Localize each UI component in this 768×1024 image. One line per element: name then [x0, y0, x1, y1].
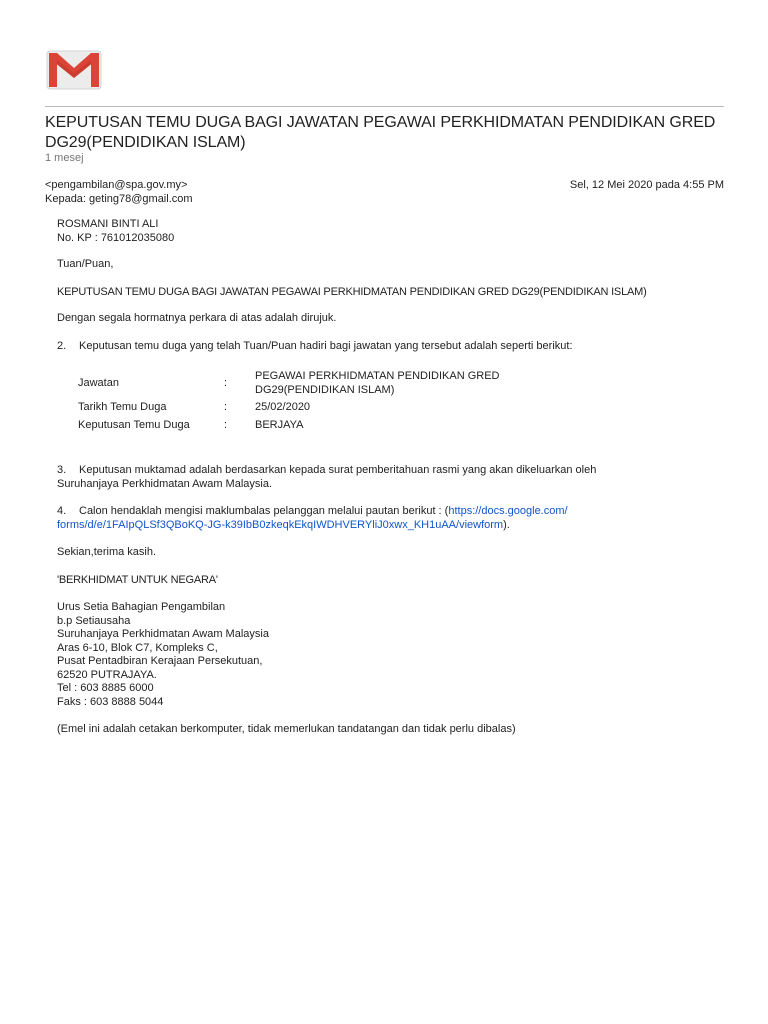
- paragraph-3-line-1: Keputusan muktamad adalah berdasarkan kepada surat pemberitahuan rasmi yang akan dikeluarkan oleh: [79, 464, 597, 476]
- email-date: Sel, 12 Mei 2020 pada 4:55 PM: [569, 179, 724, 191]
- paragraph-2: [57, 340, 727, 354]
- signature-line: Aras 6-10, Blok C7, Kompleks C,: [57, 641, 218, 654]
- footer-note: (Emel ini adalah cetakan berkomputer, tidak memerlukan tandatangan dan tidak perlu dibalas): [57, 723, 516, 735]
- paragraph-4-end: ).: [503, 518, 510, 531]
- sender-address[interactable]: <pengambilan@spa.gov.my>: [45, 179, 188, 191]
- intro-paragraph: Dengan segala hormatnya perkara di atas adalah dirujuk.: [57, 312, 337, 324]
- jawatan-value-line-2: DG29(PENDIDIKAN ISLAM): [255, 383, 395, 396]
- detail-row-keputusan: [78, 419, 548, 433]
- tarikh-value: 25/02/2020: [255, 401, 311, 413]
- gmail-logo-icon: [46, 50, 102, 90]
- feedback-link-line-2[interactable]: forms/d/e/1FAIpQLSf3QBoKQ-JG-k39IbB0zkeqkEkqIWDHVERYliJ0xwx_KH1uAA/viewform: [57, 518, 504, 531]
- keputusan-label: Keputusan Temu Duga: [78, 418, 190, 431]
- jawatan-label: Jawatan: [78, 377, 119, 389]
- signature-line: Faks : 603 8888 5044: [57, 695, 164, 708]
- jawatan-value-line-1: PEGAWAI PERKHIDMATAN PENDIDIKAN GRED: [255, 370, 500, 382]
- signature-block: [57, 601, 727, 709]
- paragraph-4-number: 4.: [57, 505, 67, 517]
- recipient-ic: No. KP : 761012035080: [57, 231, 175, 244]
- paragraph-3-number: 3.: [57, 464, 67, 476]
- recipient-name: ROSMANI BINTI ALI: [57, 218, 159, 230]
- jawatan-value: [255, 370, 548, 397]
- detail-row-jawatan: [78, 370, 548, 397]
- signature-line: Tel : 603 8885 6000: [57, 682, 154, 694]
- detail-colon: :: [224, 401, 228, 413]
- paragraph-2-text: Keputusan temu duga yang telah Tuan/Puan hadiri bagi jawatan yang tersebut adalah seperti berikut:: [79, 339, 573, 352]
- letter-heading: KEPUTUSAN TEMU DUGA BAGI JAWATAN PEGAWAI PERKHIDMATAN PENDIDIKAN GRED DG29(PENDIDIKAN ISLAM): [57, 285, 647, 298]
- header-divider: [45, 106, 724, 107]
- paragraph-2-number: 2.: [57, 339, 67, 352]
- signature-line: 62520 PUTRAJAYA.: [57, 668, 157, 681]
- detail-colon: :: [224, 418, 228, 431]
- paragraph-3: [57, 464, 727, 491]
- detail-colon: :: [224, 377, 228, 389]
- signature-line: b.p Setiausaha: [57, 614, 131, 627]
- message-count: 1 mesej: [45, 152, 84, 164]
- motto: 'BERKHIDMAT UNTUK NEGARA': [57, 573, 218, 586]
- interview-details: [78, 370, 548, 432]
- recipient-address[interactable]: Kepada: geting78@gmail.com: [45, 193, 193, 205]
- signature-line: Urus Setia Bahagian Pengambilan: [57, 601, 226, 613]
- salutation: Tuan/Puan,: [57, 258, 114, 270]
- tarikh-label: Tarikh Temu Duga: [78, 401, 167, 413]
- paragraph-4: [57, 505, 727, 532]
- paragraph-4-text: Calon hendaklah mengisi maklumbalas pelanggan melalui pautan berikut : (: [79, 505, 449, 517]
- email-subject: KEPUTUSAN TEMU DUGA BAGI JAWATAN PEGAWAI PERKHIDMATAN PENDIDIKAN GRED DG29(PENDIDIKAN ISLAM): [45, 114, 716, 151]
- paragraph-3-line-2: Suruhanjaya Perkhidmatan Awam Malaysia.: [57, 477, 273, 490]
- signature-line: Suruhanjaya Perkhidmatan Awam Malaysia: [57, 628, 269, 640]
- detail-row-tarikh: [78, 401, 548, 415]
- closing-line: Sekian,terima kasih.: [57, 546, 157, 558]
- signature-line: Pusat Pentadbiran Kerajaan Persekutuan,: [57, 655, 263, 667]
- email-body: [57, 218, 727, 737]
- keputusan-value: BERJAYA: [255, 418, 304, 431]
- feedback-link-line-1[interactable]: https://docs.google.com/: [448, 505, 568, 517]
